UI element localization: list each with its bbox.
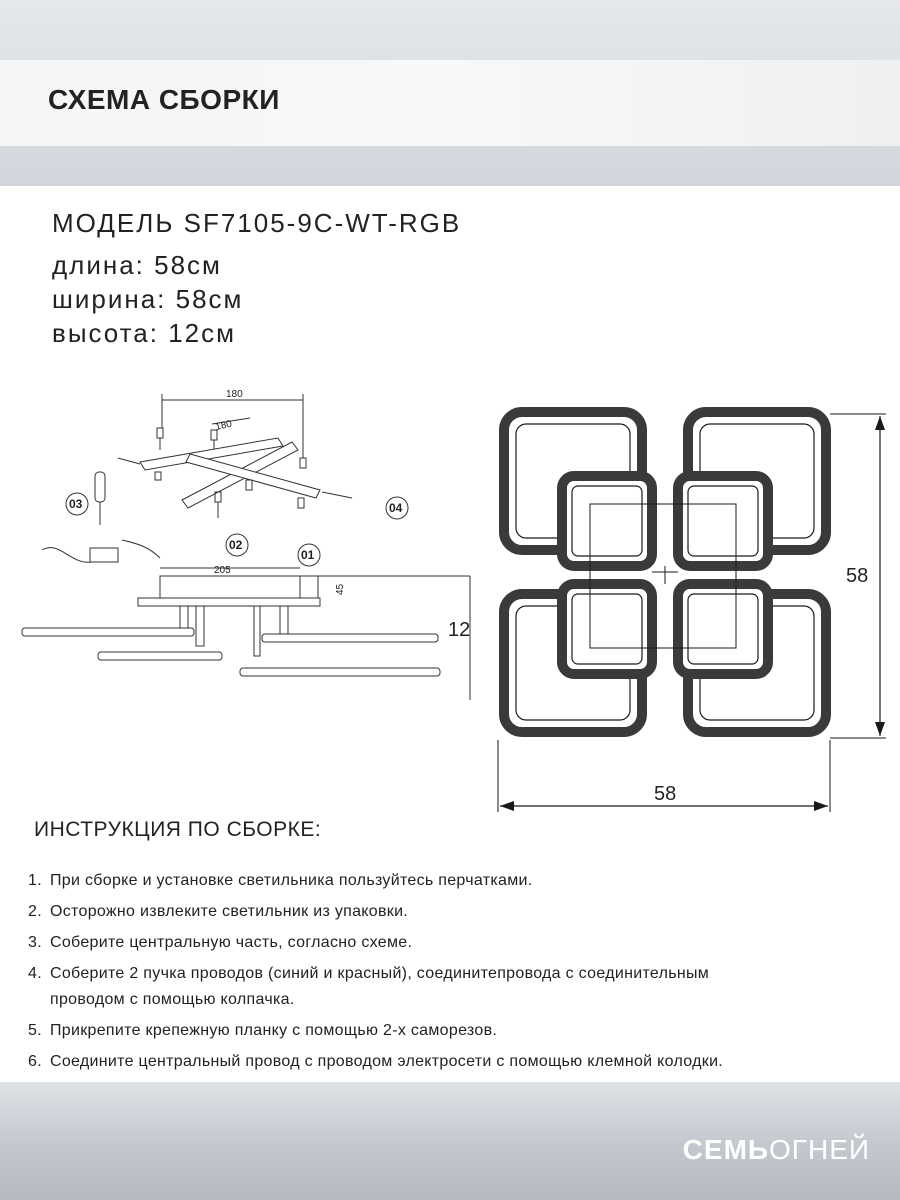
plan-view-diagram <box>490 400 900 820</box>
list-item: 4. Соберите 2 пучка проводов (синий и красный), соединитепровода с соединительным проводом с помощью колпачка. <box>28 965 710 1008</box>
step-02-label: 02 <box>229 538 243 552</box>
spec-length: длина: 58см <box>52 250 222 280</box>
brand-logo: СЕМЬОГНЕЙ <box>682 1134 870 1165</box>
step-03-label: 03 <box>69 497 83 511</box>
instructions-title: ИНСТРУКЦИЯ ПО СБОРКЕ: <box>34 818 322 841</box>
height-dimension-label: 12 <box>448 619 471 641</box>
dim-top-label: 180 <box>226 389 243 400</box>
list-item: 1. При сборке и установке светильника пользуйтесь перчатками. <box>28 872 533 889</box>
list-item: 5. Прикрепите крепежную планку с помощью 2-х саморезов. <box>28 1022 498 1039</box>
plan-width-label: 58 <box>654 783 677 805</box>
dim-screw-label: 180 <box>214 418 233 433</box>
dim-side-label: 45 <box>335 583 346 595</box>
spec-height: высота: 12см <box>52 318 236 348</box>
step-01-label: 01 <box>301 548 315 562</box>
list-item: 3. Соберите центральную часть, согласно схеме. <box>28 934 413 951</box>
screw-icon <box>157 428 163 450</box>
spec-width: ширина: 58см <box>52 284 244 314</box>
instructions-list <box>28 868 888 1080</box>
page-title: СХЕМА СБОРКИ <box>48 84 280 115</box>
dim-base-label: 205 <box>214 565 231 576</box>
model-name: МОДЕЛЬ SF7105-9C-WT-RGB <box>52 208 462 238</box>
assembly-diagram <box>0 380 480 710</box>
list-item: 2. Осторожно извлеките светильник из упаковки. <box>28 903 409 920</box>
step-04-label: 04 <box>389 501 403 515</box>
list-item: 6. Соедините центральный провод с проводом электросети с помощью клемной колодки. <box>28 1053 724 1070</box>
plan-height-label: 58 <box>846 565 869 587</box>
